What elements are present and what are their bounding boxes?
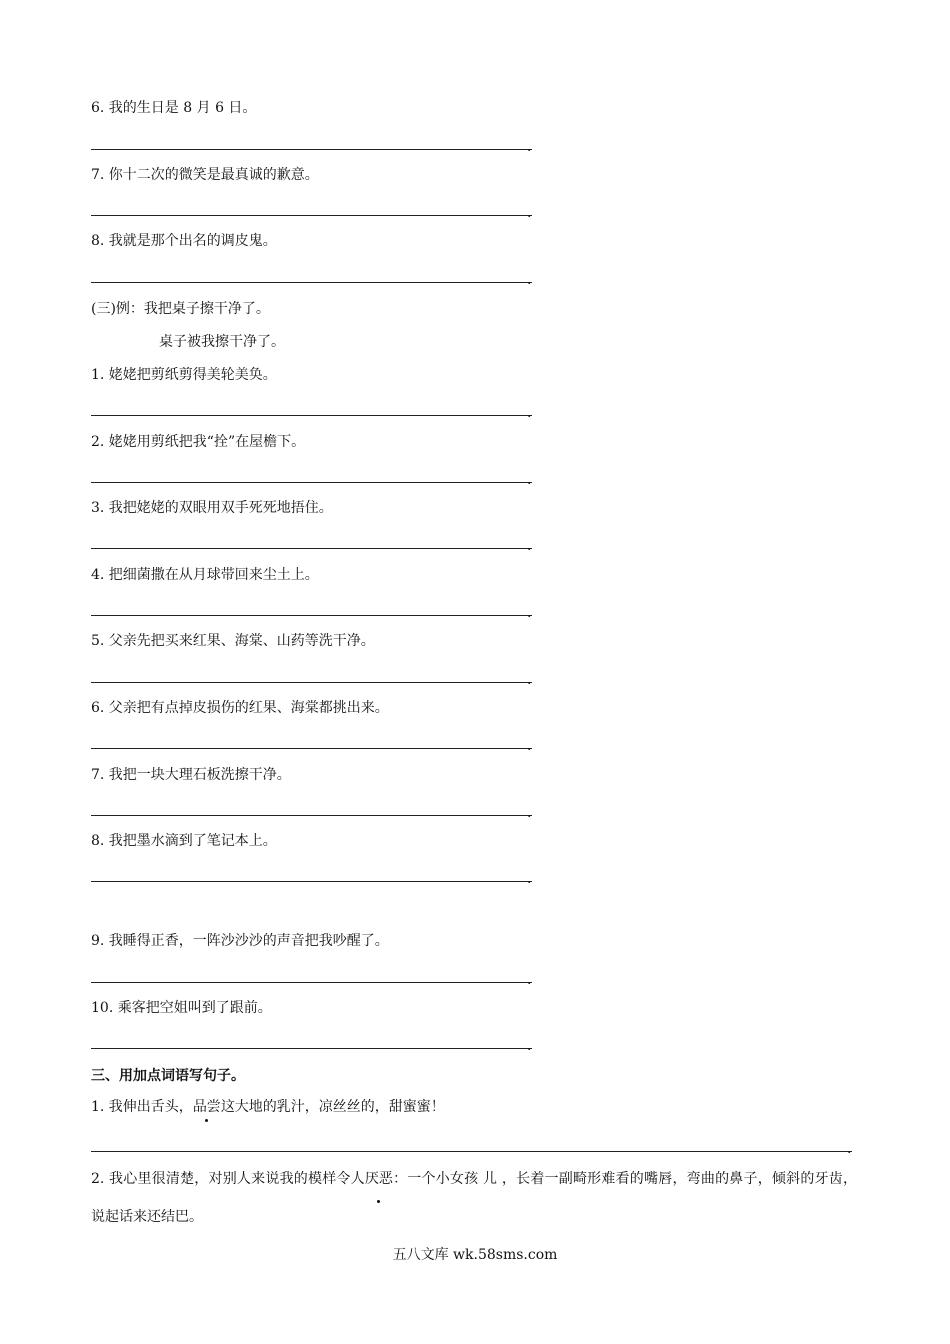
answer-line[interactable] <box>91 1048 532 1049</box>
sentence-prefix: 2. 我心里很清楚，对别人来说我的模样令人 <box>91 1171 365 1187</box>
sentence-suffix: 这大地的乳汁，凉丝丝的，甜蜜蜜！ <box>220 1099 445 1115</box>
example-answer: 桌子被我擦干净了。 <box>159 334 285 350</box>
exercise-item: 7. 你十二次的微笑是最真诚的歉意。 <box>91 167 319 183</box>
answer-line[interactable] <box>91 149 532 150</box>
answer-line[interactable] <box>91 482 532 483</box>
period-mark: . <box>527 472 532 488</box>
footer-watermark: 五八文库 wk.58sms.com <box>392 1247 558 1263</box>
answer-line[interactable] <box>91 415 532 416</box>
period-mark: . <box>527 139 532 155</box>
period-mark: . <box>527 605 532 621</box>
exercise-item: 6. 父亲把有点掉皮损伤的红果、海棠都挑出来。 <box>91 700 389 716</box>
answer-line[interactable] <box>91 1151 852 1152</box>
period-mark: . <box>527 805 532 821</box>
answer-line[interactable] <box>91 615 532 616</box>
exercise-item: 8. 我就是那个出名的调皮鬼。 <box>91 233 277 249</box>
dotted-word: 品尝 <box>192 1099 221 1115</box>
dotted-word: 厌恶 <box>365 1160 393 1198</box>
sentence-prefix: 1. 我伸出舌头， <box>91 1099 193 1115</box>
exercise-item: 7. 我把一块大理石板洗擦干净。 <box>91 767 291 783</box>
period-mark: . <box>527 1038 532 1054</box>
exercise-item: 9. 我睡得正香，一阵沙沙沙的声音把我吵醒了。 <box>91 933 389 949</box>
exercise-item <box>91 1160 857 1236</box>
exercise-item: 2. 姥姥用剪纸把我“拴”在屋檐下。 <box>91 434 306 450</box>
section-heading: 三、用加点词语写句子。 <box>91 1068 245 1084</box>
period-mark: . <box>527 272 532 288</box>
answer-line[interactable] <box>91 881 532 882</box>
exercise-item: 5. 父亲先把买来红果、海棠、山药等洗干净。 <box>91 633 375 649</box>
period-mark: . <box>527 205 532 221</box>
period-mark: . <box>847 1141 852 1157</box>
exercise-item: 6. 我的生日是 8 月 6 日。 <box>91 100 257 116</box>
answer-line[interactable] <box>91 815 532 816</box>
period-mark: . <box>527 405 532 421</box>
period-mark: . <box>527 672 532 688</box>
exercise-item: 3. 我把姥姥的双眼用双手死死地捂住。 <box>91 500 333 516</box>
answer-line[interactable] <box>91 548 532 549</box>
period-mark: . <box>527 538 532 554</box>
period-mark: . <box>527 738 532 754</box>
exercise-item <box>91 1097 445 1117</box>
answer-line[interactable] <box>91 282 532 283</box>
answer-line[interactable] <box>91 748 532 749</box>
sentence-suffix: ：一个小女孩 儿 ，长着一副畸形难看的嘴唇，弯曲的鼻子，倾斜的牙齿，说起话来还结巴。 <box>91 1171 857 1225</box>
exercise-item: 10. 乘客把空姐叫到了跟前。 <box>91 1000 272 1016</box>
answer-line[interactable] <box>91 215 532 216</box>
period-mark: . <box>527 871 532 887</box>
answer-line[interactable] <box>91 982 532 983</box>
period-mark: . <box>527 972 532 988</box>
answer-line[interactable] <box>91 682 532 683</box>
exercise-item: 8. 我把墨水滴到了笔记本上。 <box>91 833 277 849</box>
exercise-item: 4. 把细菌撒在从月球带回来尘土上。 <box>91 567 319 583</box>
example-label: (三)例：我把桌子擦干净了。 <box>91 301 270 317</box>
exercise-item: 1. 姥姥把剪纸剪得美轮美奂。 <box>91 367 277 383</box>
